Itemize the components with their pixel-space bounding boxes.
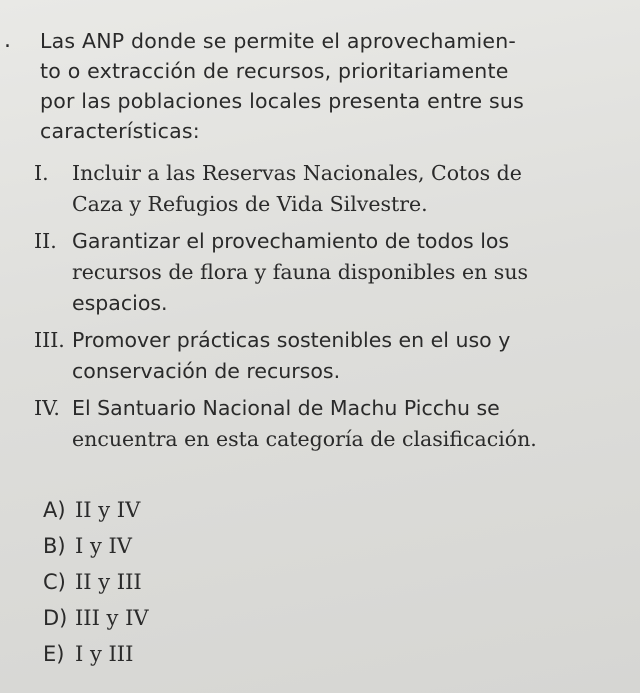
statement-body xyxy=(72,158,604,220)
stem-line: por las poblaciones locales presenta entre sus xyxy=(40,89,524,113)
option-letter: B) xyxy=(43,534,66,558)
stem-line: to o extracción de recursos, prioritariamente xyxy=(40,59,509,83)
statement-numeral: III. xyxy=(34,328,65,352)
statement-numeral: I. xyxy=(34,161,49,185)
statement-line: recursos de flora y fauna disponibles en sus xyxy=(72,260,529,284)
statement-body xyxy=(72,226,604,319)
option-c[interactable] xyxy=(43,564,149,600)
option-letter: C) xyxy=(43,570,66,594)
statement-line: Incluir a las Reservas Nacionales, Cotos de xyxy=(72,161,522,185)
statement-line: encuentra en esta categoría de clasificación. xyxy=(72,427,537,451)
statement-ii xyxy=(34,226,604,319)
option-text: III y IV xyxy=(75,606,149,630)
statement-body xyxy=(72,325,604,387)
statement-line: El Santuario Nacional de Machu Picchu se xyxy=(72,396,500,420)
statement-body xyxy=(72,393,604,455)
option-e[interactable] xyxy=(43,636,149,672)
option-text: I y IV xyxy=(75,534,132,558)
option-b[interactable] xyxy=(43,528,149,564)
statement-numeral: IV. xyxy=(34,396,60,420)
option-letter: E) xyxy=(43,642,65,666)
statement-numeral: II. xyxy=(34,229,57,253)
statement-line: Promover prácticas sostenibles en el uso y xyxy=(72,328,511,352)
option-d[interactable] xyxy=(43,600,149,636)
stem-line: Las ANP donde se permite el aprovechamien- xyxy=(40,29,516,53)
statement-iii xyxy=(34,325,604,387)
statement-line: Garantizar el provechamiento de todos los xyxy=(72,229,510,253)
option-text: II y III xyxy=(75,570,142,594)
statement-i xyxy=(34,158,604,220)
option-letter: A) xyxy=(43,498,66,522)
option-letter: D) xyxy=(43,606,68,630)
question-bullet: . xyxy=(4,28,11,53)
statement-line: espacios. xyxy=(72,291,168,315)
statement-line: Caza y Refugios de Vida Silvestre. xyxy=(72,192,428,216)
statement-list xyxy=(34,158,604,455)
stem-line: características: xyxy=(40,119,200,143)
answer-options xyxy=(43,492,149,672)
statement-iv xyxy=(34,393,604,455)
option-text: I y III xyxy=(75,642,134,666)
statement-line: conservación de recursos. xyxy=(72,359,341,383)
option-text: II y IV xyxy=(75,498,141,522)
option-a[interactable] xyxy=(43,492,149,528)
question-stem xyxy=(40,26,600,146)
